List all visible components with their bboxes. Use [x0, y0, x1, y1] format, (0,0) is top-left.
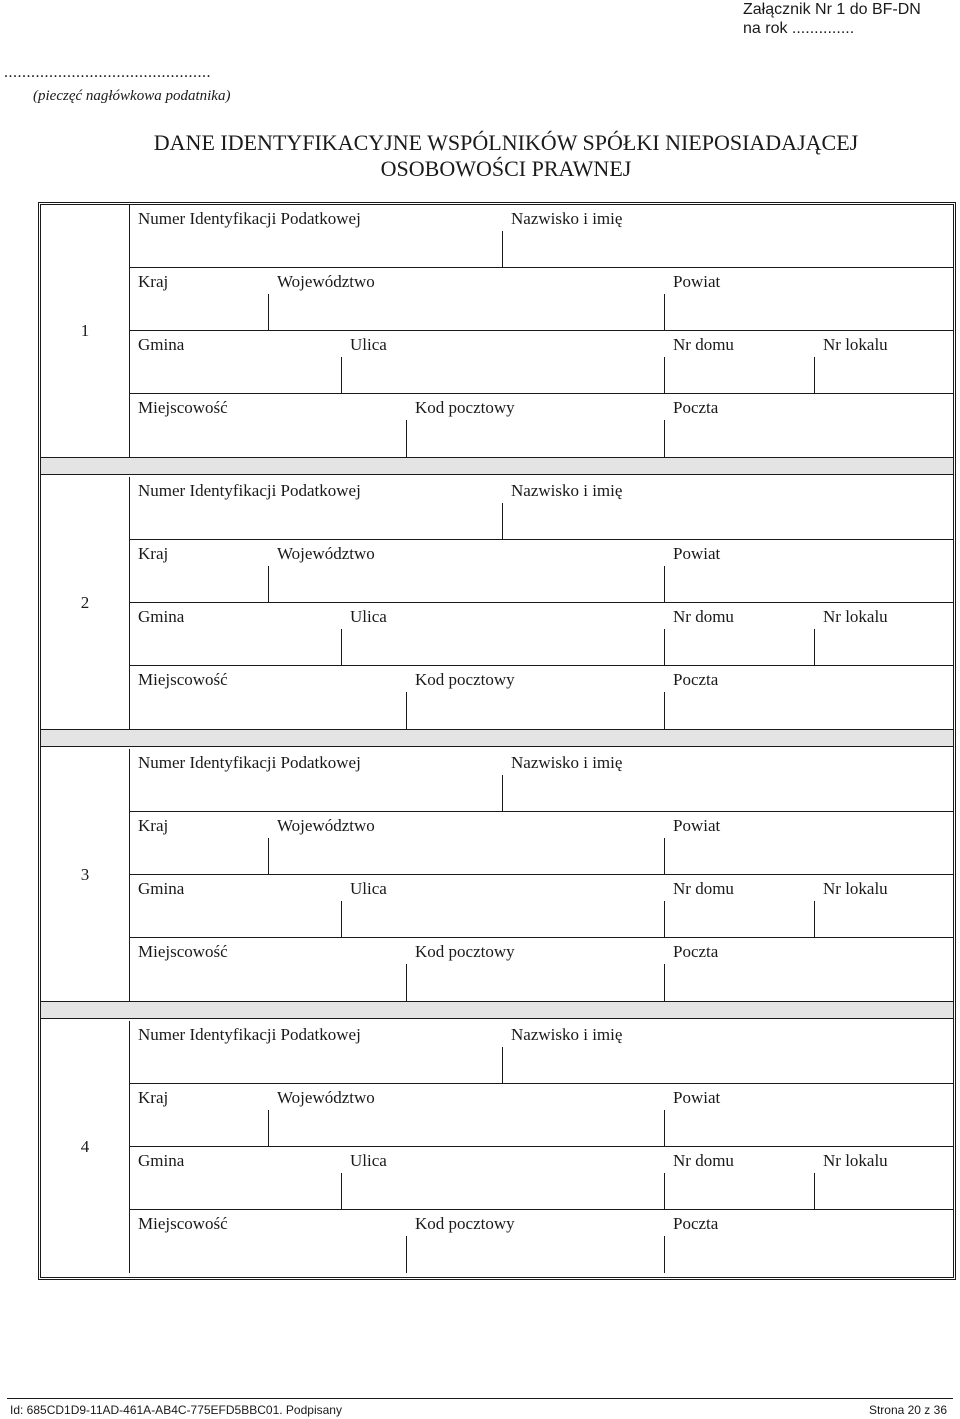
cell-divider — [268, 566, 269, 603]
county-cell[interactable] — [664, 540, 953, 602]
voivodeship-cell[interactable] — [268, 268, 664, 330]
cell-divider — [341, 357, 342, 394]
locality-label: Miejscowość — [138, 398, 228, 417]
name-label: Nazwisko i imię — [511, 1025, 623, 1044]
partner-block — [41, 205, 953, 457]
flat-no-label: Nr lokalu — [823, 879, 888, 898]
street-cell[interactable] — [341, 603, 664, 665]
cell-divider — [268, 1110, 269, 1147]
postal-code-cell[interactable] — [406, 666, 664, 728]
commune-label: Gmina — [138, 1151, 185, 1170]
page-footer — [7, 1398, 953, 1419]
postal-code-label: Kod pocztowy — [415, 398, 515, 417]
voivodeship-cell[interactable] — [268, 540, 664, 602]
page-number: Strona 20 z 36 — [868, 1403, 947, 1417]
commune-label: Gmina — [138, 879, 185, 898]
cell-divider — [502, 1047, 503, 1084]
house-no-label: Nr domu — [673, 335, 734, 354]
cell-divider — [664, 1110, 665, 1147]
nip-label: Numer Identyfikacji Podatkowej — [138, 753, 361, 772]
county-label: Powiat — [673, 816, 721, 835]
locality-label: Miejscowość — [138, 1214, 228, 1233]
nip-cell[interactable] — [129, 205, 502, 267]
locality-label: Miejscowość — [138, 942, 228, 961]
cell-divider — [406, 420, 407, 457]
locality-cell[interactable] — [129, 666, 406, 728]
partner-number: 4 — [80, 1137, 90, 1156]
cell-divider — [814, 1173, 815, 1210]
partner-separator — [41, 457, 953, 475]
voivodeship-cell[interactable] — [268, 1084, 664, 1146]
partner-block — [41, 477, 953, 729]
cell-divider — [406, 1236, 407, 1273]
locality-cell[interactable] — [129, 938, 406, 1000]
street-label: Ulica — [350, 879, 387, 898]
county-cell[interactable] — [664, 1084, 953, 1146]
nip-cell[interactable] — [129, 749, 502, 811]
cell-divider — [664, 692, 665, 729]
postal-code-label: Kod pocztowy — [415, 942, 515, 961]
name-label: Nazwisko i imię — [511, 209, 623, 228]
cell-divider — [814, 629, 815, 666]
cell-divider — [664, 964, 665, 1001]
nip-cell[interactable] — [129, 477, 502, 539]
commune-label: Gmina — [138, 607, 185, 626]
partner-separator — [41, 729, 953, 747]
country-label: Kraj — [138, 816, 169, 835]
cell-divider — [664, 357, 665, 394]
county-label: Powiat — [673, 544, 721, 563]
name-label: Nazwisko i imię — [511, 753, 623, 772]
cell-divider — [341, 901, 342, 938]
nip-cell[interactable] — [129, 1021, 502, 1083]
house-no-cell[interactable] — [664, 331, 814, 393]
county-cell[interactable] — [664, 812, 953, 874]
cell-divider — [664, 901, 665, 938]
partner-block — [41, 749, 953, 1001]
commune-cell[interactable] — [129, 875, 341, 937]
nip-label: Numer Identyfikacji Podatkowej — [138, 1025, 361, 1044]
cell-divider — [502, 775, 503, 812]
country-cell[interactable] — [129, 812, 268, 874]
cell-divider — [406, 964, 407, 1001]
country-cell[interactable] — [129, 268, 268, 330]
partners-table — [38, 202, 956, 1280]
street-label: Ulica — [350, 335, 387, 354]
postal-code-cell[interactable] — [406, 394, 664, 456]
cell-divider — [664, 838, 665, 875]
stamp-dotted-line: .............................................. — [4, 64, 211, 81]
postal-code-label: Kod pocztowy — [415, 670, 515, 689]
cell-divider — [268, 294, 269, 331]
flat-no-label: Nr lokalu — [823, 335, 888, 354]
attachment-line-2: na rok .............. — [743, 20, 855, 37]
locality-label: Miejscowość — [138, 670, 228, 689]
nip-label: Numer Identyfikacji Podatkowej — [138, 481, 361, 500]
commune-cell[interactable] — [129, 331, 341, 393]
street-label: Ulica — [350, 1151, 387, 1170]
partner-number: 1 — [80, 321, 90, 340]
voivodeship-label: Województwo — [277, 272, 375, 291]
attachment-note — [743, 0, 921, 38]
postal-code-cell[interactable] — [406, 1210, 664, 1272]
post-office-cell[interactable] — [664, 394, 953, 456]
voivodeship-label: Województwo — [277, 1088, 375, 1107]
partner-number: 3 — [80, 865, 90, 884]
form-title-line-2: OSOBOWOŚCI PRAWNEJ — [380, 156, 632, 181]
stamp-label: (pieczęć nagłówkowa podatnika) — [33, 88, 231, 104]
voivodeship-label: Województwo — [277, 816, 375, 835]
commune-label: Gmina — [138, 335, 185, 354]
house-no-cell[interactable] — [664, 875, 814, 937]
postal-code-label: Kod pocztowy — [415, 1214, 515, 1233]
form-title-line-1: DANE IDENTYFIKACYJNE WSPÓLNIKÓW SPÓŁKI NIEPOSIADAJĄCEJ — [153, 130, 859, 155]
flat-no-cell[interactable] — [814, 1147, 953, 1209]
street-label: Ulica — [350, 607, 387, 626]
post-office-label: Poczta — [673, 942, 719, 961]
cell-divider — [664, 566, 665, 603]
cell-divider — [814, 357, 815, 394]
house-no-cell[interactable] — [664, 603, 814, 665]
cell-divider — [268, 838, 269, 875]
partner-separator — [41, 1001, 953, 1019]
cell-divider — [664, 294, 665, 331]
flat-no-cell[interactable] — [814, 331, 953, 393]
post-office-cell[interactable] — [664, 938, 953, 1000]
name-cell[interactable] — [502, 477, 953, 539]
cell-divider — [664, 1173, 665, 1210]
flat-no-cell[interactable] — [814, 603, 953, 665]
post-office-label: Poczta — [673, 398, 719, 417]
flat-no-label: Nr lokalu — [823, 607, 888, 626]
name-cell[interactable] — [502, 1021, 953, 1083]
cell-divider — [502, 231, 503, 268]
postal-code-cell[interactable] — [406, 938, 664, 1000]
cell-divider — [341, 629, 342, 666]
country-label: Kraj — [138, 272, 169, 291]
country-label: Kraj — [138, 544, 169, 563]
cell-divider — [664, 1236, 665, 1273]
name-label: Nazwisko i imię — [511, 481, 623, 500]
cell-divider — [664, 420, 665, 457]
house-no-label: Nr domu — [673, 607, 734, 626]
cell-divider — [814, 901, 815, 938]
county-cell[interactable] — [664, 268, 953, 330]
country-cell[interactable] — [129, 540, 268, 602]
commune-cell[interactable] — [129, 603, 341, 665]
locality-cell[interactable] — [129, 1210, 406, 1272]
post-office-cell[interactable] — [664, 1210, 953, 1272]
country-label: Kraj — [138, 1088, 169, 1107]
commune-cell[interactable] — [129, 1147, 341, 1209]
post-office-label: Poczta — [673, 670, 719, 689]
post-office-cell[interactable] — [664, 666, 953, 728]
flat-no-cell[interactable] — [814, 875, 953, 937]
street-cell[interactable] — [341, 1147, 664, 1209]
voivodeship-label: Województwo — [277, 544, 375, 563]
county-label: Powiat — [673, 1088, 721, 1107]
house-no-cell[interactable] — [664, 1147, 814, 1209]
house-no-label: Nr domu — [673, 1151, 734, 1170]
cell-divider — [502, 503, 503, 540]
attachment-line-1: Załącznik Nr 1 do BF-DN — [743, 1, 921, 18]
county-label: Powiat — [673, 272, 721, 291]
document-id: Id: 685CD1D9-11AD-461A-AB4C-775EFD5BBC01. Podpisany — [10, 1403, 342, 1417]
post-office-label: Poczta — [673, 1214, 719, 1233]
cell-divider — [406, 692, 407, 729]
flat-no-label: Nr lokalu — [823, 1151, 888, 1170]
nip-label: Numer Identyfikacji Podatkowej — [138, 209, 361, 228]
locality-cell[interactable] — [129, 394, 406, 456]
street-cell[interactable] — [341, 875, 664, 937]
cell-divider — [664, 629, 665, 666]
partner-number: 2 — [80, 593, 90, 612]
street-cell[interactable] — [341, 331, 664, 393]
name-cell[interactable] — [502, 205, 953, 267]
country-cell[interactable] — [129, 1084, 268, 1146]
house-no-label: Nr domu — [673, 879, 734, 898]
voivodeship-cell[interactable] — [268, 812, 664, 874]
partner-block — [41, 1021, 953, 1273]
cell-divider — [341, 1173, 342, 1210]
name-cell[interactable] — [502, 749, 953, 811]
